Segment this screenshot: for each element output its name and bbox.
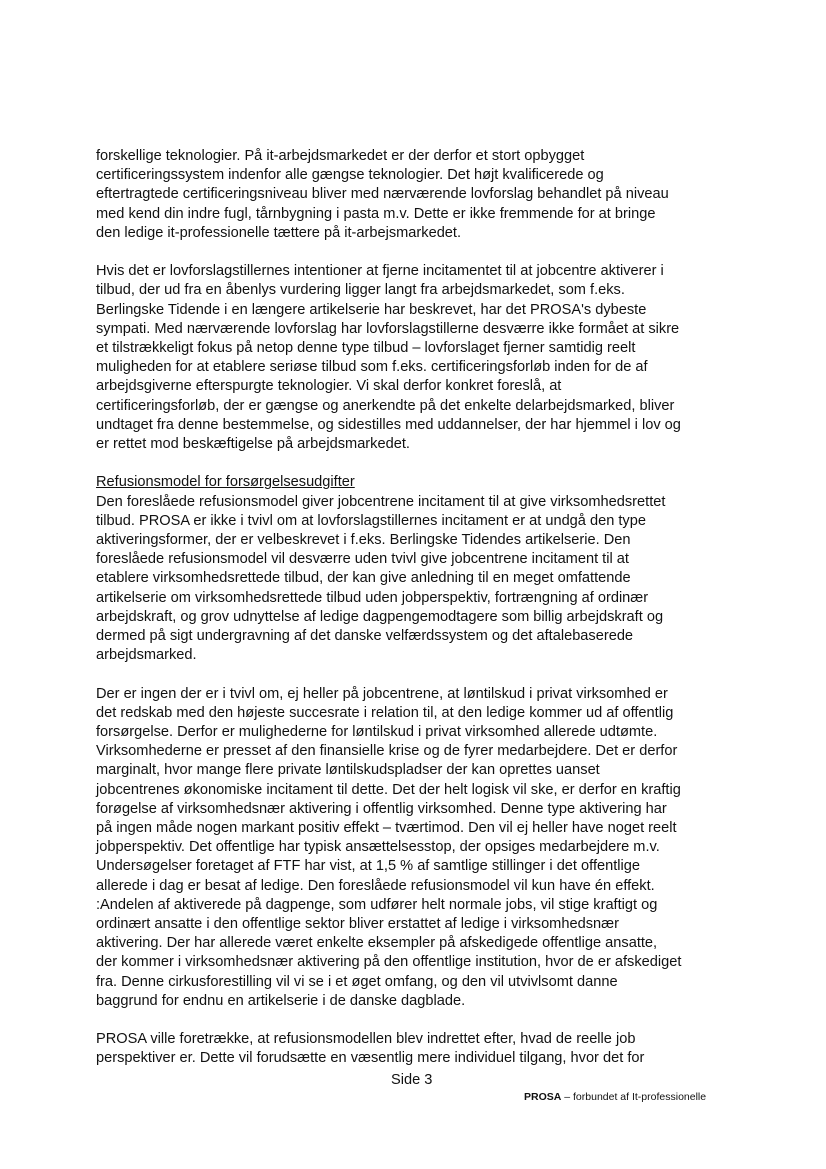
- text-line: dermed på sigt undergravning af det danske velfærdssystem og det aftalebaserede: [96, 628, 634, 645]
- footer-tagline: – forbundet af It-professionelle: [561, 1091, 707, 1103]
- text-line: Undersøgelser foretaget af FTF har vist, at 1,5 % af samtlige stillinger i det offentlige: [96, 858, 641, 875]
- text-line: baggrund for endnu en artikelserie i de danske dagblade.: [96, 992, 466, 1009]
- text-line: tilbud, der ud fra en åbenlys vurdering ligger langt fra arbejdsmarkedet, som f.eks.: [96, 282, 625, 299]
- text-line: artikelserie om virksomhedsrettede tilbud uden jobperspektiv, fortrængning af ordinær: [96, 589, 649, 606]
- paragraph: [96, 1030, 721, 1068]
- text-line: Virksomhederne er presset af den finansielle krise og de fyrer medarbejdere. Det er derfor: [96, 743, 678, 760]
- text-line: arbejdsgiverne efterspurgte teknologier. Vi skal derfor konkret foreslå, at: [96, 378, 562, 395]
- text-line: marginalt, hvor mange flere private løntilskudspladser der kan oprettes uanset: [96, 762, 600, 779]
- text-line: allerede i dag er besat af ledige. Den foreslåede refusionsmodel vil kun have én effekt.: [96, 877, 655, 894]
- text-line: er rettet mod beskæftigelse på arbejdsmarkedet.: [96, 436, 410, 453]
- paragraph: [96, 262, 721, 454]
- text-line: aktiveringsformer, der er velbeskrevet i f.eks. Berlingske Tidendes artikelserie. Den: [96, 532, 631, 549]
- document-body: [96, 147, 721, 1088]
- section-heading: Refusionsmodel for forsørgelsesudgifter: [96, 474, 355, 491]
- text-line: ordinært ansatte i den offentlige sektor bliver erstattet af ledige i virksomhedsnær: [96, 916, 619, 933]
- text-line: foreslåede refusionsmodel vil desværre uden tvivl give jobcentrene incitament til at: [96, 551, 629, 568]
- text-line: arbejdskraft, og grov udnyttelse af ledige dagpengemodtagere som billig arbejdskraft og: [96, 608, 664, 625]
- text-line: Den foreslåede refusionsmodel giver jobcentrene incitament til at give virksomhedsrettet: [96, 493, 666, 510]
- text-line: undtaget fra denne bestemmelse, og sidestilles med uddannelser, der har hjemmel i lov og: [96, 416, 681, 433]
- text-line: PROSA ville foretrække, at refusionsmodellen blev indrettet efter, hvad de reelle job: [96, 1031, 636, 1048]
- paragraph: [96, 147, 721, 243]
- paragraph: [96, 685, 721, 1011]
- text-line: Hvis det er lovforslagstillernes intentioner at fjerne incitamentet til at jobcentre aktiverer i: [96, 263, 664, 280]
- text-line: forøgelse af virksomhedsnær aktivering i offentlig virksomhed. Denne type aktivering har: [96, 800, 667, 817]
- text-line: Berlingske Tidende i en længere artikelserie har beskrevet, har det PROSA's dybeste: [96, 301, 647, 318]
- text-line: et tilstrækkeligt fokus på netop denne type tilbud – lovforslaget fjerner samtidig reelt: [96, 340, 636, 357]
- text-line: forsørgelse. Derfor er mulighederne for løntilskud i privat virksomhed allerede udtømte.: [96, 724, 658, 741]
- text-line: eftertragtede certificeringsniveau bliver med nærværende lovforslag behandlet på niveau: [96, 186, 669, 203]
- text-line: forskellige teknologier. På it-arbejdsmarkedet er der derfor et stort opbygget: [96, 148, 585, 164]
- text-line: med kend din indre fugl, tårnbygning i pasta m.v. Dette er ikke fremmende for at bringe: [96, 205, 656, 222]
- text-line: der kommer i virksomhedsnær aktivering på den offentlige institution, hvor de er afskediget: [96, 954, 682, 971]
- text-line: jobcentrenes økonomiske incitament til dette. Det der helt logisk vil ske, er derfor en kraftig: [96, 781, 681, 798]
- footer-brand: PROSA: [524, 1091, 562, 1103]
- text-line: jobperspektiv. Det offentlige har typisk ansættelsesstop, der opsiges medarbejdere m.v.: [96, 839, 660, 856]
- text-line: arbejdsmarked.: [96, 647, 197, 664]
- text-line: perspektiver er. Dette vil forudsætte en væsentlig mere individuel tilgang, hvor det for: [96, 1050, 645, 1067]
- text-line: etablere virksomhedsrettede tilbud, der kan give anledning til en meget omfattende: [96, 570, 631, 587]
- text-line: den ledige it-professionelle tættere på it-arbejsmarkedet.: [96, 224, 462, 241]
- text-line: Der er ingen der er i tvivl om, ej heller på jobcentrene, at løntilskud i privat virksomhed er: [96, 685, 668, 702]
- text-line: på ingen måde nogen markant positiv effekt – tværtimod. Den vil ej heller have noget reelt: [96, 820, 677, 837]
- text-line: tilbud. PROSA er ikke i tvivl om at lovforslagstillernes incitament er at undgå den type: [96, 512, 646, 529]
- page-number: Side 3: [391, 1072, 433, 1088]
- text-line: certificeringssystem indenfor alle gængse teknologier. Det højt kvalificerede og: [96, 167, 604, 184]
- text-line: fra. Denne cirkusforestilling vil vi se i et øget omfang, og den vil utvivlsomt danne: [96, 973, 618, 990]
- text-line: certificeringsforløb, der er gængse og anerkendte på det enkelte delarbejdsmarked, bliver: [96, 397, 675, 414]
- text-line: aktivering. Der har allerede været enkelte eksempler på afskedigede offentlige ansatte,: [96, 935, 658, 952]
- text-line: :Andelen af aktiverede på dagpenge, som udfører helt normale jobs, vil stige kraftigt og: [96, 896, 658, 913]
- footer: [524, 1090, 706, 1104]
- paragraph: [96, 473, 721, 665]
- text-line: muligheden for at etablere seriøse tilbud som f.eks. certificeringsforløb inden for de af: [96, 359, 648, 376]
- text-line: det redskab med den højeste succesrate i relation til, at den ledige kommer ud af offentlig: [96, 704, 674, 721]
- text-line: sympati. Med nærværende lovforslag har lovforslagstillerne desværre ikke formået at sikre: [96, 320, 680, 337]
